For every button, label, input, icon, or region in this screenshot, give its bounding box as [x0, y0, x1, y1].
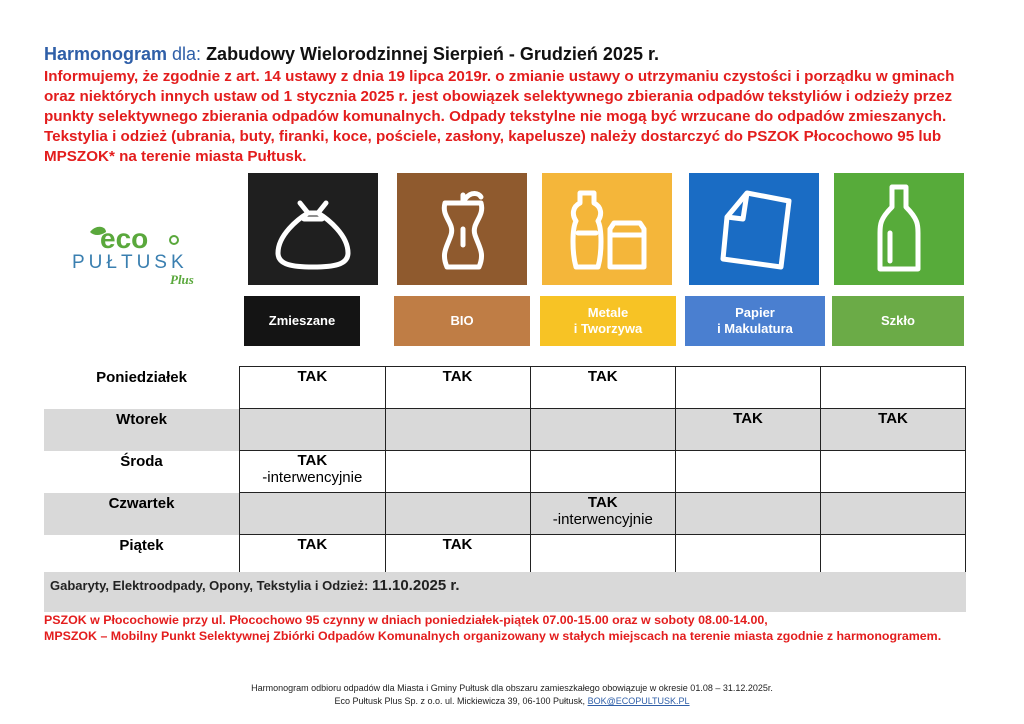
label-papier-text: Papier i Makulatura [717, 305, 793, 336]
schedule-cell: TAK [240, 367, 386, 409]
logo-eco: eco [100, 223, 149, 254]
schedule-cell: TAK -interwencyjnie [530, 493, 676, 535]
schedule-cell [240, 409, 386, 451]
tile-metale [542, 173, 672, 285]
schedule-cell [676, 451, 821, 493]
schedule-cell [676, 535, 821, 577]
logo-city: PUŁTUSK [72, 252, 188, 273]
schedule-cell [530, 451, 676, 493]
label-zmieszane [244, 296, 360, 346]
schedule-cell [385, 451, 530, 493]
schedule-cell [530, 535, 676, 577]
day-label: Poniedziałek [96, 368, 187, 386]
apple-core-icon [397, 173, 527, 285]
gabaryty-colon: : [364, 578, 372, 593]
schedule-cell [385, 409, 530, 451]
schedule-cell: TAK [530, 367, 676, 409]
footer-line2: Eco Pułtusk Plus Sp. z o.o. ul. Mickiewicza 39, 06-100 Pułtusk, BOK@ECOPULTUSK.PL [334, 696, 690, 706]
schedule-cell: TAK [240, 535, 386, 577]
label-papier [685, 296, 825, 346]
table-row [44, 451, 966, 493]
eco-pultusk-logo [70, 218, 220, 288]
plug-icon [170, 236, 178, 244]
footer [0, 682, 1024, 708]
day-label: Czwartek [44, 493, 240, 535]
table-row [44, 367, 966, 409]
intro-text: Informujemy, że zgodnie z art. 14 ustawy z dnia 19 lipca 2019r. o zmianie ustawy o utrzymaniu czystości i porządku w gminach oraz niektórych innych ustaw od 1 stycznia 2025 r. jest obowiązek selektywnego zbierania odpadów tekstyliów i odzieży przez punkty selektywnego zbierania odpadów komunalnych. Odpady tekstylne nie mogą być wrzucane do odpadów zmieszanych. Tekstylia i odzież (ubrania, buty, firanki, koce, pościele, zasłony, kapelusze) należy dostarczyć do PSZOK Płocochowo 95 lub MPSZOK* na terenie miasta Pułtusk. [44, 68, 955, 165]
label-szklo-text: Szkło [881, 313, 915, 328]
page-title [44, 44, 659, 65]
footer-line1: Harmonogram odbioru odpadów dla Miasta i Gminy Pułtusk dla obszaru zamieszkałego obowiązuje w okresie 01.08 – 31.12.2025r. [251, 683, 773, 693]
label-zmieszane-text: Zmieszane [268, 313, 336, 328]
mpszok-note: MPSZOK – Mobilny Punkt Selektywnej Zbiórki Odpadów Komunalnych organizowany w stałych miejscach na terenie miasta zgodnie z harmonogramem. [44, 628, 942, 643]
glass-bottle-icon [834, 173, 964, 285]
schedule-cell [821, 451, 966, 493]
title-lead: Harmonogram [44, 44, 168, 64]
bottle-can-icon [542, 173, 672, 285]
schedule-cell [821, 493, 966, 535]
tile-zmieszane [248, 173, 378, 285]
schedule-cell [676, 367, 821, 409]
schedule-cell: TAK [676, 409, 821, 451]
table-row [44, 535, 966, 577]
day-label: Wtorek [44, 409, 240, 451]
label-bio [394, 296, 530, 346]
schedule-cell: TAK [385, 535, 530, 577]
schedule-cell [821, 535, 966, 577]
label-metale-text: Metale i Tworzywa [573, 305, 643, 336]
email-link[interactable]: BOK@ECOPULTUSK.PL [587, 696, 690, 706]
schedule-cell [821, 367, 966, 409]
schedule-cell: TAK [821, 409, 966, 451]
tile-papier [689, 173, 819, 285]
schedule-cell [676, 493, 821, 535]
pszok-note: PSZOK w Płocochowie przy ul. Płocochowo 95 czynny w dniach poniedziałek-piątek 07.00-15.00 oraz w soboty 08.00-14.00, [44, 613, 768, 627]
paper-icon [689, 173, 819, 285]
schedule-table [44, 366, 966, 577]
title-dla: dla: [167, 44, 207, 64]
table-row [44, 409, 966, 451]
gabaryty-row [44, 572, 966, 612]
tile-szklo [834, 173, 964, 285]
tile-bio [397, 173, 527, 285]
trash-bag-icon [248, 173, 378, 285]
schedule-cell [240, 493, 386, 535]
day-label: Środa [120, 452, 163, 470]
schedule-cell [385, 493, 530, 535]
label-bio-text: BIO [450, 313, 474, 328]
notes [44, 613, 980, 644]
label-metale [540, 296, 676, 346]
title-rest: Zabudowy Wielorodzinnej Sierpień - Grudzień 2025 r. [206, 44, 659, 64]
label-szklo [832, 296, 964, 346]
logo-graphic [70, 218, 220, 288]
schedule-cell: TAK [385, 367, 530, 409]
schedule-cell [530, 409, 676, 451]
day-label: Piątek [119, 536, 164, 554]
schedule-cell: TAK -interwencyjnie [240, 451, 386, 493]
gabaryty-label: Gabaryty, Elektroodpady, Opony, Tekstylia i Odzież [50, 578, 365, 593]
gabaryty-date: 11.10.2025 r. [371, 577, 460, 594]
logo-plus: Plus [170, 272, 194, 287]
table-row [44, 493, 966, 535]
